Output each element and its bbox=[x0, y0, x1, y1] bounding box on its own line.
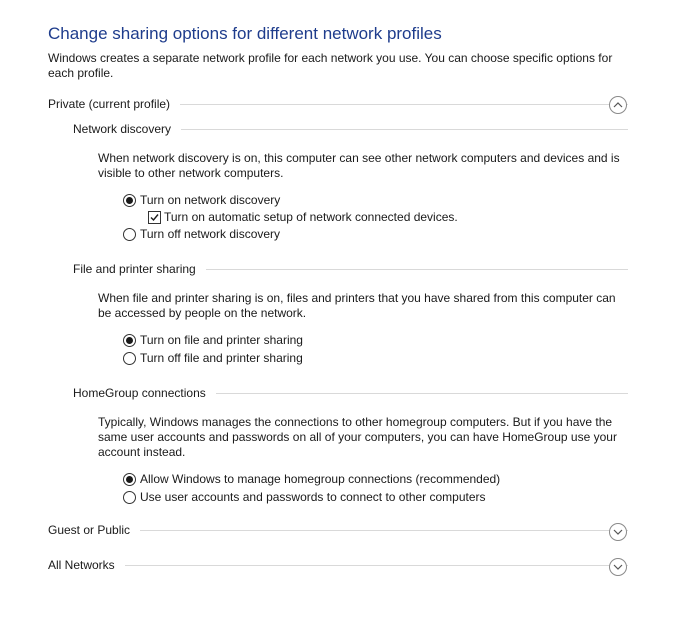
file-sharing-on-option[interactable] bbox=[123, 333, 303, 347]
divider bbox=[125, 565, 628, 566]
homegroup-description: Typically, Windows manages the connections to other homegroup computers. But if you have the same user accounts and passwords on all of your computers, you can have HomeGroup use your account instead. bbox=[98, 415, 617, 459]
page-title: Change sharing options for different network profiles bbox=[48, 24, 442, 43]
private-profile-label: Private (current profile) bbox=[48, 97, 171, 111]
chevron-down-icon bbox=[613, 563, 623, 571]
file-sharing-heading: File and printer sharing bbox=[73, 262, 196, 276]
auto-setup-label: Turn on automatic setup of network connected devices. bbox=[164, 210, 458, 224]
auto-setup-option[interactable] bbox=[148, 210, 458, 224]
divider bbox=[206, 269, 628, 270]
file-sharing-on-label: Turn on file and printer sharing bbox=[140, 333, 303, 347]
private-profile-header[interactable] bbox=[48, 96, 628, 112]
homegroup-accounts-option[interactable] bbox=[123, 490, 486, 504]
network-discovery-header bbox=[73, 121, 628, 137]
all-networks-label: All Networks bbox=[48, 558, 115, 572]
network-discovery-on-option[interactable] bbox=[123, 193, 280, 207]
guest-profile-header[interactable] bbox=[48, 522, 628, 538]
network-discovery-on-label: Turn on network discovery bbox=[140, 193, 281, 207]
expand-all-networks-button[interactable] bbox=[609, 558, 627, 576]
file-sharing-off-radio[interactable] bbox=[123, 352, 136, 365]
page-description: Windows creates a separate network profile for each network you use. You can choose specific options for each profile. bbox=[48, 51, 613, 80]
checkmark-icon bbox=[150, 213, 159, 222]
chevron-up-icon bbox=[613, 101, 623, 109]
homegroup-accounts-radio[interactable] bbox=[123, 491, 136, 504]
divider bbox=[216, 393, 628, 394]
homegroup-accounts-label: Use user accounts and passwords to connect to other computers bbox=[140, 490, 486, 504]
collapse-private-button[interactable] bbox=[609, 96, 627, 114]
network-discovery-off-radio[interactable] bbox=[123, 228, 136, 241]
divider bbox=[181, 129, 628, 130]
homegroup-header bbox=[73, 385, 628, 401]
homegroup-windows-radio[interactable] bbox=[123, 473, 136, 486]
expand-guest-button[interactable] bbox=[609, 523, 627, 541]
network-discovery-description: When network discovery is on, this computer can see other network computers and devices and is visible to other network computers. bbox=[98, 151, 620, 180]
network-discovery-heading: Network discovery bbox=[73, 122, 172, 136]
network-discovery-off-option[interactable] bbox=[123, 227, 280, 241]
file-sharing-off-option[interactable] bbox=[123, 351, 303, 365]
homegroup-windows-option[interactable] bbox=[123, 472, 500, 486]
divider bbox=[140, 530, 628, 531]
homegroup-windows-label: Allow Windows to manage homegroup connections (recommended) bbox=[140, 472, 501, 486]
auto-setup-checkbox[interactable] bbox=[148, 211, 161, 224]
divider bbox=[180, 104, 628, 105]
file-sharing-on-radio[interactable] bbox=[123, 334, 136, 347]
homegroup-heading: HomeGroup connections bbox=[73, 386, 206, 400]
all-networks-header[interactable] bbox=[48, 557, 628, 573]
guest-profile-label: Guest or Public bbox=[48, 523, 131, 537]
network-discovery-on-radio[interactable] bbox=[123, 194, 136, 207]
network-discovery-off-label: Turn off network discovery bbox=[140, 227, 281, 241]
file-sharing-description: When file and printer sharing is on, files and printers that you have shared from this computer can be accessed by people on the network. bbox=[98, 291, 616, 320]
file-sharing-off-label: Turn off file and printer sharing bbox=[140, 351, 303, 365]
chevron-down-icon bbox=[613, 528, 623, 536]
file-sharing-header bbox=[73, 261, 628, 277]
